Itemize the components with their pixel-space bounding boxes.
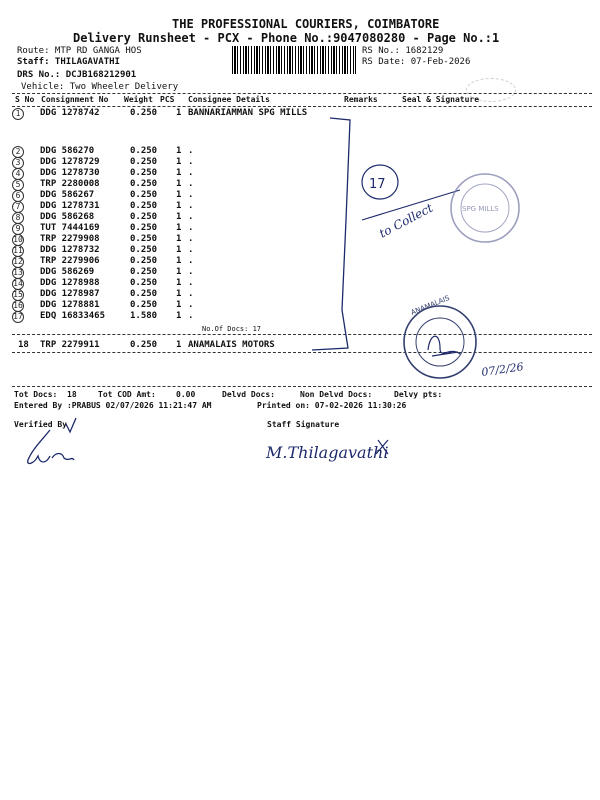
row-sno: 10: [13, 235, 23, 244]
row-consignment-no: DDG 586267: [40, 190, 95, 200]
row-consignment-no: TUT 7444169: [40, 223, 100, 233]
row-consignment-no: DDG 1278881: [40, 300, 100, 310]
row-weight: 0.250: [130, 157, 158, 167]
rs-date: RS Date: 07-Feb-2026: [362, 57, 471, 67]
vehicle-label: Vehicle: Two Wheeler Delivery: [21, 82, 179, 92]
row-weight: 0.250: [130, 256, 158, 266]
row-consignee: .: [188, 190, 194, 200]
row-consignment-no: DDG 1278730: [40, 168, 100, 178]
row-weight: 0.250: [130, 212, 158, 222]
row-consignee: .: [188, 146, 194, 156]
row-sno: 2: [12, 146, 24, 158]
printed-on: Printed on: 07-02-2026 11:30:26: [257, 401, 407, 410]
row-sno: 9: [12, 223, 24, 235]
row-sno: 1: [12, 108, 24, 120]
row-sno: 16: [13, 301, 23, 310]
row-consignment-no: DDG 1278742: [40, 108, 100, 118]
verified-by-label: Verified By: [14, 420, 67, 429]
row-consignee: .: [188, 267, 194, 277]
row-weight: 0.250: [130, 267, 158, 277]
row-consignment-no: DDG 1278731: [40, 201, 100, 211]
row-pcs: 1: [176, 179, 182, 189]
row-sno: 18: [18, 340, 29, 350]
tot-cod-value: 0.00: [176, 390, 196, 399]
route-label: Route: MTP RD GANGA HOS: [17, 46, 142, 56]
col-seal: Seal & Signature: [402, 95, 480, 104]
row-weight: 0.250: [130, 146, 158, 156]
staff-label: Staff: THILAGAVATHI: [17, 57, 120, 67]
row-consignee: .: [188, 289, 194, 299]
row-pcs: 1: [176, 223, 182, 233]
row-pcs: 1: [176, 212, 182, 222]
row-consignee: .: [188, 223, 194, 233]
stamp-signature-icon: [428, 336, 460, 356]
table-header: [12, 95, 592, 105]
row-consignee: .: [188, 168, 194, 178]
row-weight: 0.250: [130, 190, 158, 200]
row-consignment-no: DDG 586270: [40, 146, 95, 156]
handwriting-overlay: [290, 110, 600, 400]
tot-docs-value: 18: [67, 390, 77, 399]
row-pcs: 1: [176, 278, 182, 288]
row-consignee: .: [188, 278, 194, 288]
stamp-lower-text: ANAMALAIS: [409, 294, 451, 317]
row-weight: 0.250: [130, 300, 158, 310]
row-pcs: 1: [176, 190, 182, 200]
col-weight: Weight: [124, 95, 153, 104]
row-pcs: 1: [176, 311, 182, 321]
row-pcs: 1: [176, 267, 182, 277]
row-weight: 0.250: [130, 168, 158, 178]
group-doc-count: No.Of Docs: 17: [202, 325, 262, 333]
header-bottom-rule: [12, 106, 592, 107]
row-consignment-no: DDG 1278729: [40, 157, 100, 167]
header-top-rule: [12, 93, 592, 94]
row-sno: 6: [12, 190, 24, 202]
row-pcs: 1: [176, 168, 182, 178]
non-delvd-docs-label: Non Delvd Docs:: [300, 390, 373, 399]
row-pcs: 1: [176, 245, 182, 255]
row-pcs: 1: [176, 201, 182, 211]
row-sno: 17: [13, 312, 23, 321]
staff-signature-icon: [260, 432, 410, 472]
handwritten-count: 17: [369, 177, 386, 192]
row-pcs: 1: [176, 300, 182, 310]
delvy-pts-label: Delvy pts:: [394, 390, 443, 399]
runsheet-subtitle: Delivery Runsheet - PCX - Phone No.:9047080280 - Page No.:1: [73, 31, 500, 45]
drs-number: DRS No.: DCJB168212901: [17, 70, 137, 80]
row-weight: 0.250: [130, 289, 158, 299]
row-pcs: 1: [176, 108, 182, 118]
row-sno: 8: [12, 212, 24, 224]
row-sno: 5: [12, 179, 24, 191]
row-pcs: 1: [176, 289, 182, 299]
row-pcs: 1: [176, 340, 182, 350]
delvd-docs-label: Delvd Docs:: [222, 390, 275, 399]
row-consignment-no: DDG 586269: [40, 267, 95, 277]
staff-signature-text: M.Thilagavathi: [266, 443, 389, 462]
row-consignment-no: DDG 586268: [40, 212, 95, 222]
row-consignee: .: [188, 300, 194, 310]
row-sno: 3: [12, 157, 24, 169]
row-weight: 0.250: [130, 223, 158, 233]
row-weight: 0.250: [130, 278, 158, 288]
row-consignment-no: TRP 2279911: [40, 340, 100, 350]
row-consignee: .: [188, 234, 194, 244]
row-consignee: BANNARIAMMAN SPG MILLS: [188, 108, 308, 118]
row-pcs: 1: [176, 157, 182, 167]
row-consignment-no: TRP 2279906: [40, 256, 100, 266]
col-consignee: Consignee Details: [188, 95, 270, 104]
row-consignee: .: [188, 157, 194, 167]
row-sno: 13: [13, 268, 23, 277]
rs-number: RS No.: 1682129: [362, 46, 444, 56]
row-weight: 0.250: [130, 340, 158, 350]
row-consignee: .: [188, 212, 194, 222]
row-consignment-no: TRP 2279908: [40, 234, 100, 244]
row-sno: 11: [13, 246, 23, 255]
row-consignee: .: [188, 245, 194, 255]
row-consignee: .: [188, 201, 194, 211]
footer-top-rule: [12, 386, 592, 387]
staff-signature-label: Staff Signature: [267, 420, 340, 429]
row-consignment-no: TRP 2280008: [40, 179, 100, 189]
tot-cod-label: Tot COD Amt:: [98, 390, 156, 399]
tot-docs-label: Tot Docs:: [14, 390, 58, 399]
row-consignment-no: DDG 1278988: [40, 278, 100, 288]
entered-by: Entered By :PRABUS 02/07/2026 11:21:47 AM: [14, 401, 212, 410]
company-title: THE PROFESSIONAL COURIERS, COIMBATORE: [172, 17, 440, 31]
row-consignee: .: [188, 179, 194, 189]
row-weight: 0.250: [130, 108, 158, 118]
col-sno: S No: [15, 95, 35, 104]
row-pcs: 1: [176, 146, 182, 156]
row-sno: 4: [12, 168, 24, 180]
row-consignment-no: EDQ 16833465: [40, 311, 106, 321]
row-pcs: 1: [176, 256, 182, 266]
barcode: [232, 46, 356, 74]
stamp-upper-text: SPG MILLS: [462, 205, 499, 213]
row-sno: 12: [13, 257, 23, 266]
row-sno: 15: [13, 290, 23, 299]
col-remarks: Remarks: [344, 95, 378, 104]
handwritten-note: to Collect: [376, 200, 436, 241]
col-consignment: Consignment No: [41, 95, 109, 104]
row-weight: 0.250: [130, 179, 158, 189]
row-consignment-no: DDG 1278732: [40, 245, 100, 255]
row-weight: 1.580: [130, 311, 158, 321]
col-pcs: PCS: [160, 95, 175, 104]
row-consignee: .: [188, 311, 194, 321]
row-consignee: ANAMALAIS MOTORS: [188, 340, 275, 350]
verifier-signature-icon: [10, 412, 100, 472]
row-pcs: 1: [176, 234, 182, 244]
row-consignment-no: DDG 1278987: [40, 289, 100, 299]
handwritten-date: 07/2/26: [480, 360, 525, 379]
row-weight: 0.250: [130, 201, 158, 211]
bracket-line-icon: [312, 118, 350, 350]
row-weight: 0.250: [130, 234, 158, 244]
row-sno: 14: [13, 279, 23, 288]
row-weight: 0.250: [130, 245, 158, 255]
row-sno: 7: [12, 201, 24, 213]
row-consignee: .: [188, 256, 194, 266]
